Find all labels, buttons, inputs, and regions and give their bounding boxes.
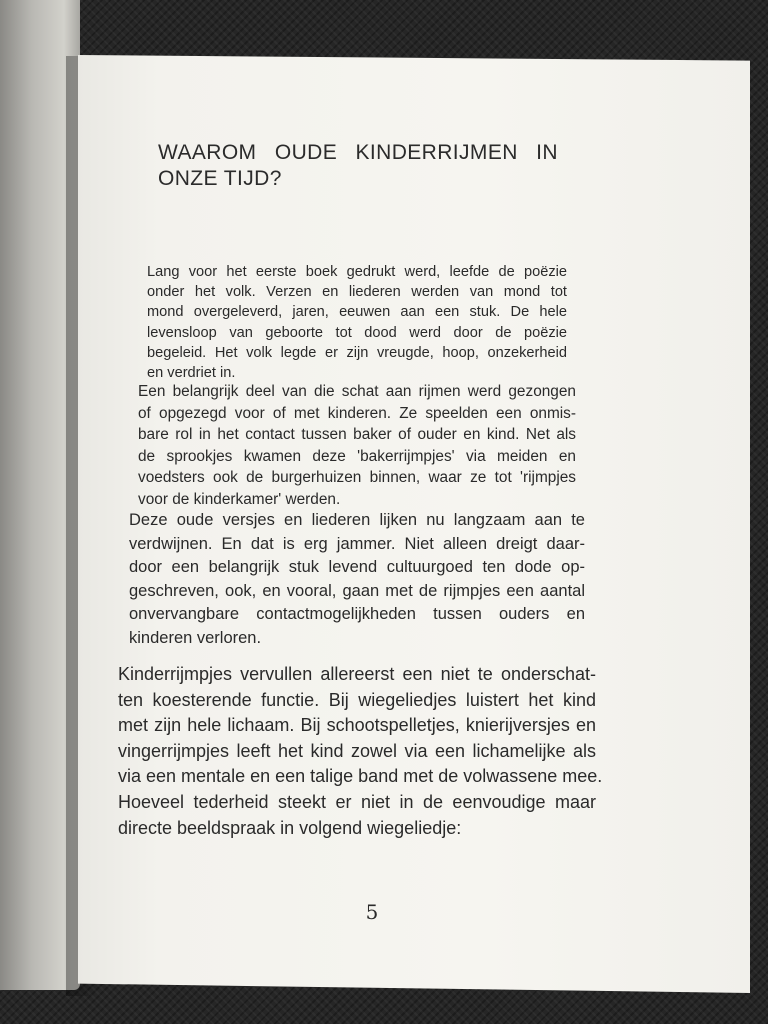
- text-line: Een belangrijk deel van die schat aan rijmen werd gezongen: [138, 383, 576, 400]
- text-line: voor de kinderkamer' werden.: [138, 490, 341, 508]
- text-line: met zijn hele lichaam. Bij schootspelletjes, knierijversjes en: [118, 715, 596, 736]
- text-line: onder het volk. Verzen en liederen werden van mond tot: [147, 284, 567, 301]
- title-line: ONZE TIJD?: [158, 167, 282, 190]
- text-line: Hoeveel tederheid steekt er niet in de eenvoudige maar: [118, 791, 596, 812]
- text-line: voedsters ook de burgerhuizen binnen, waar ze tot 'rijmpjes: [138, 469, 576, 487]
- text-line: verdwijnen. En dat is erg jammer. Niet alleen dreigt daar-: [129, 534, 585, 553]
- text-line: begeleid. Het volk legde er zijn vreugde, hoop, onzekerheid: [147, 344, 567, 361]
- paragraph-4: [118, 662, 603, 841]
- text-line: Kinderrijmpjes vervullen allereerst een niet te onderschat-: [118, 664, 596, 684]
- text-line: Lang voor het eerste boek gedrukt werd, leefde de poëzie: [147, 264, 567, 280]
- text-line: levensloop van geboorte tot dood werd door de poëzie: [147, 324, 567, 341]
- text-line: vingerrijmpjes leeft het kind zowel via een lichamelijke als: [118, 740, 596, 761]
- text-line: bare rol in het contact tussen baker of ouder en kind. Net als: [138, 426, 576, 444]
- page-number: 5: [365, 900, 379, 924]
- text-line: via een mentale en een talige band met de volwassene mee.: [118, 766, 603, 787]
- text-line: mond overgeleverd, jaren, eeuwen aan een stuk. De hele: [147, 304, 567, 321]
- text-line: onvervangbare contactmogelijkheden tussen ouders en: [129, 605, 585, 624]
- text-line: of opgezegd voor of met kinderen. Ze speelden een onmis-: [138, 404, 576, 422]
- text-line: Deze oude versjes en liederen lijken nu langzaam aan te: [129, 511, 585, 529]
- text-line: directe beeldspraak in volgend wiegeliedje:: [118, 817, 462, 838]
- title-line: WAAROM OUDE KINDERRIJMEN IN: [158, 141, 558, 164]
- paragraph-2: [138, 381, 576, 511]
- text-line: de sprookjes kwamen deze 'bakerrijmpjes' via meiden en: [138, 447, 576, 465]
- text-line: door een belangrijk stuk levend cultuurgoed ten dode op-: [129, 558, 585, 577]
- paragraph-3: [129, 509, 585, 651]
- text-line: ten koesterende functie. Bij wiegeliedjes luistert het kind: [118, 689, 596, 710]
- text-line: en verdriet in.: [147, 365, 236, 382]
- text-line: kinderen verloren.: [129, 628, 262, 647]
- paragraph-1: [147, 262, 567, 383]
- text-line: geschreven, ook, en vooral, gaan met de rijmpjes een aantal: [129, 581, 585, 600]
- page-title: [158, 140, 558, 192]
